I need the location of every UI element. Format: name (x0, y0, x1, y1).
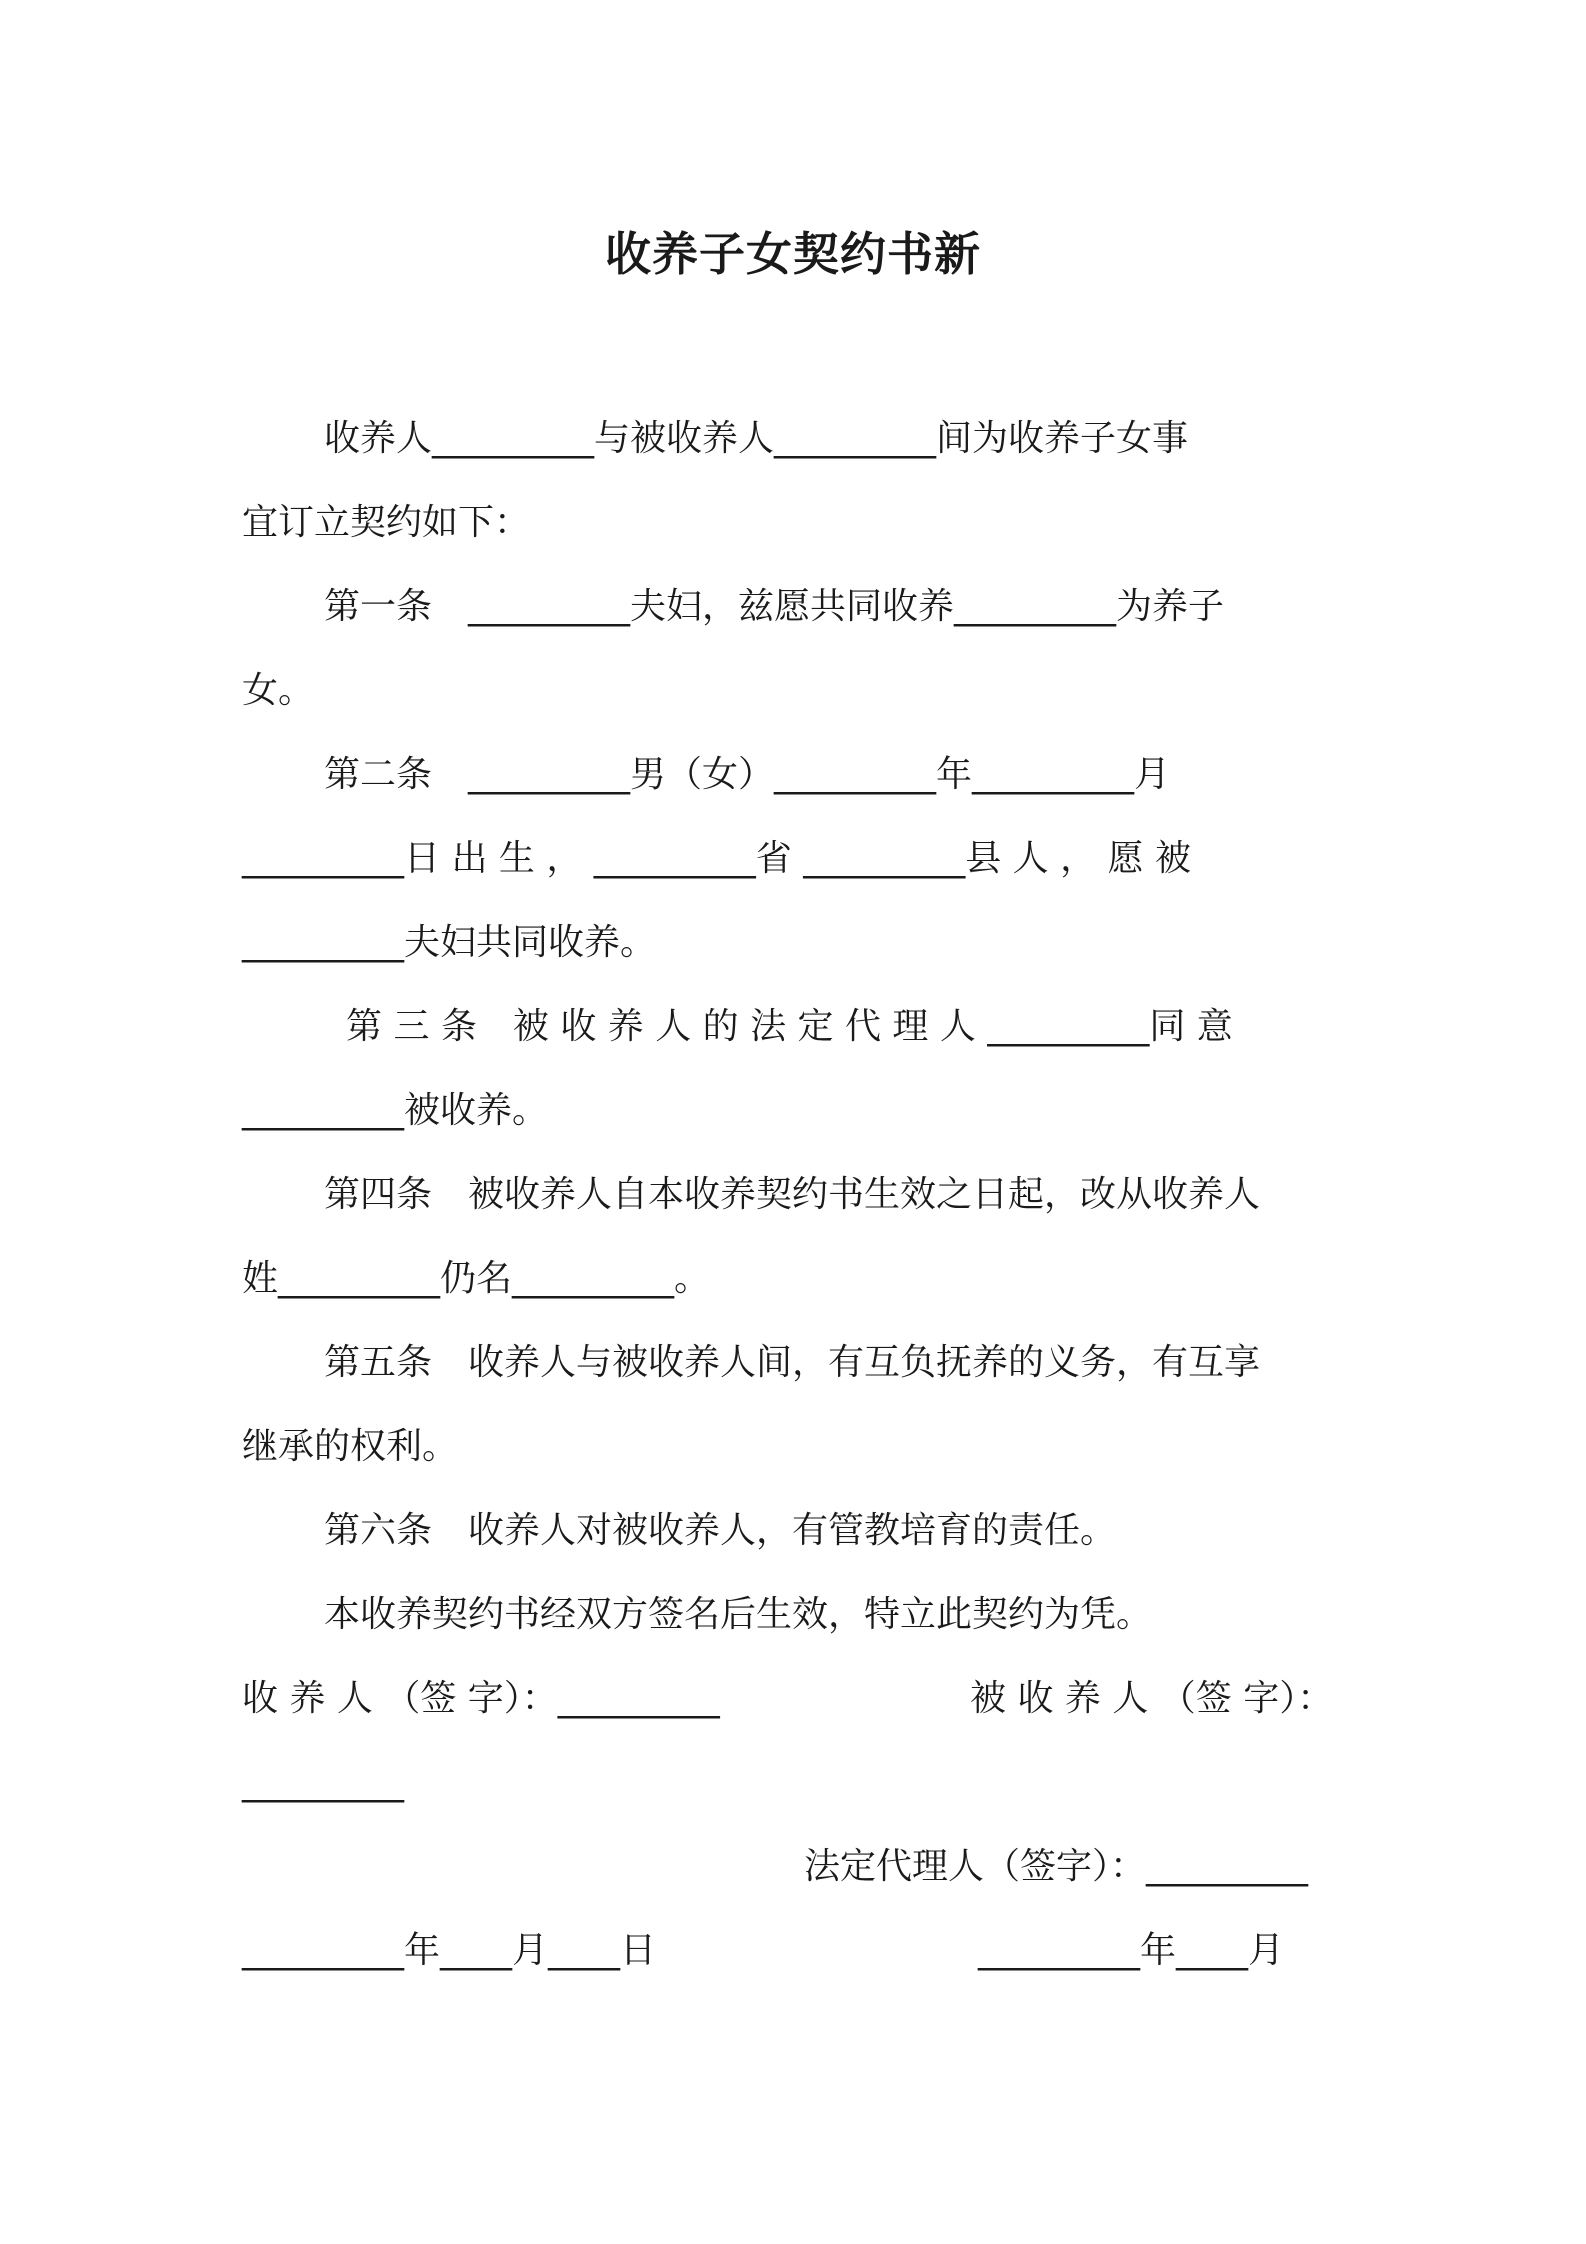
article-1-line-1: 第一条 _________夫妇，兹愿共同收养_________为养子 (324, 586, 1225, 627)
guardian-signature: 法定代理人（签字）：_________ (804, 1846, 1309, 1887)
adoptee-signature-line: _________ (242, 1762, 404, 1803)
article-5-line-1: 第五条 收养人与被收养人间，有互负抚养的义务，有互享 (324, 1342, 1261, 1383)
article-1-line-2: 女。 (242, 670, 315, 711)
article-2-line-2: _________日 出 生 ， _________省 _________县 人 ， 愿 被 (242, 838, 1191, 879)
closing-statement: 本收养契约书经双方签名后生效，特立此契约为凭。 (324, 1594, 1153, 1635)
article-4-line-1: 第四条 被收养人自本收养契约书生效之日起，改从收养人 (324, 1174, 1261, 1215)
adoptee-signature-label: 被 收 养 人 （签 字）： (970, 1678, 1334, 1719)
article-5-line-2: 继承的权利。 (242, 1426, 459, 1467)
date-left: _________年____月____日 (242, 1930, 656, 1971)
article-4-line-2: 姓_________仍名_________。 (242, 1258, 711, 1299)
article-2-line-1: 第二条 _________男（女）_________年_________月 (324, 754, 1171, 795)
article-3-line-1: 第 三 条 被 收 养 人 的 法 定 代 理 人 _________同 意 (346, 1006, 1233, 1047)
paragraph-intro-line-2: 宜订立契约如下： (242, 502, 531, 543)
article-6-line-1: 第六条 收养人对被收养人，有管教培育的责任。 (324, 1510, 1117, 1551)
date-right: _________年____月 (978, 1930, 1284, 1971)
article-2-line-3: _________夫妇共同收养。 (242, 922, 657, 963)
adopter-signature: 收 养 人 （签 字）：_________ (242, 1678, 720, 1719)
article-3-line-2: _________被收养。 (242, 1090, 549, 1131)
paragraph-intro-line-1: 收养人_________与被收养人_________间为收养子女事 (324, 418, 1189, 459)
document-title: 收养子女契约书新 (605, 227, 981, 281)
